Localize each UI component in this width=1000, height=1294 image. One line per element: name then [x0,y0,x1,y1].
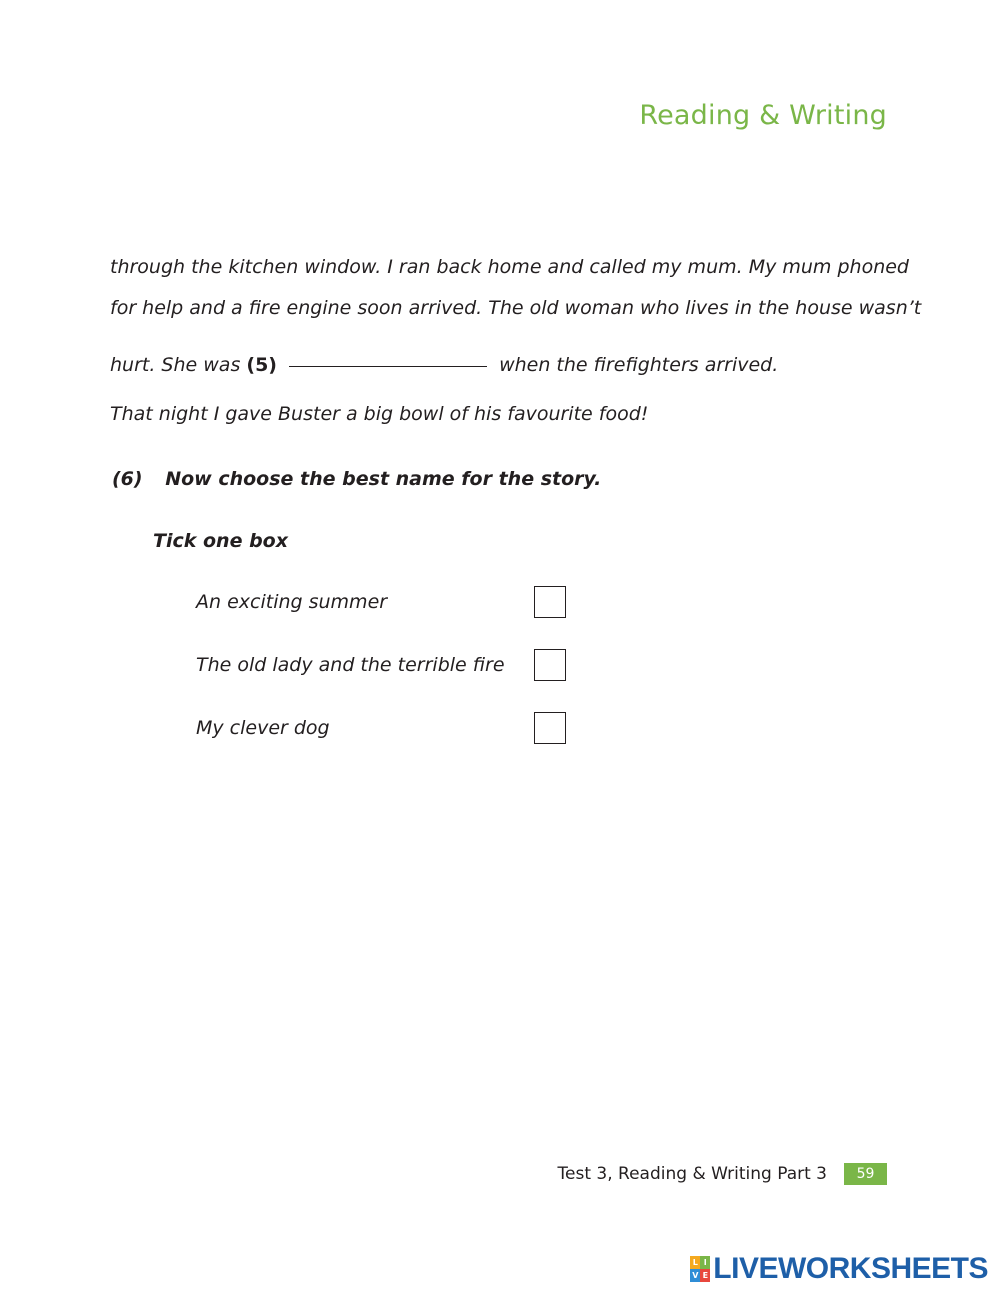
gap-question-number: (5) [246,354,277,376]
option-row [196,649,576,683]
answer-blank-5[interactable] [289,366,487,367]
option-label: An exciting summer [196,591,388,613]
story-line-3-after: when the firefighters arrived. [499,354,779,376]
story-line-3-before: hurt. She was [110,354,241,376]
option-label: The old lady and the terrible fire [196,654,505,676]
logo-letter: V [692,1271,699,1280]
option-checkbox-an-exciting-summer[interactable] [534,586,566,618]
option-row [196,586,576,620]
story-line-4: That night I gave Buster a big bowl of his favourite food! [110,403,649,425]
section-title: Reading & Writing [639,100,887,131]
logo-letter: E [700,1269,710,1282]
liveworksheets-brand [690,1252,988,1286]
option-label: My clever dog [196,717,330,739]
option-row [196,712,576,746]
story-line-3 [110,354,900,376]
logo-letter: I [700,1256,710,1269]
page-footer [487,1163,887,1187]
tick-instruction: Tick one box [153,530,288,552]
logo-letter: L [690,1256,700,1269]
footer-text: Test 3, Reading & Writing Part 3 [557,1164,827,1184]
option-checkbox-my-clever-dog[interactable] [534,712,566,744]
page-number: 59 [844,1163,887,1185]
liveworksheets-logo-icon [690,1256,710,1282]
brand-name: LIVEWORKSHEETS [713,1252,988,1285]
question-number: (6) [112,468,143,490]
question-text: Now choose the best name for the story. [165,468,602,490]
option-checkbox-old-lady-terrible-fire[interactable] [534,649,566,681]
story-line-2: for help and a fire engine soon arrived. The old woman who lives in the house wasn’t [110,297,922,319]
story-line-1: through the kitchen window. I ran back home and called my mum. My mum phoned [110,256,909,278]
question-6 [112,468,601,490]
